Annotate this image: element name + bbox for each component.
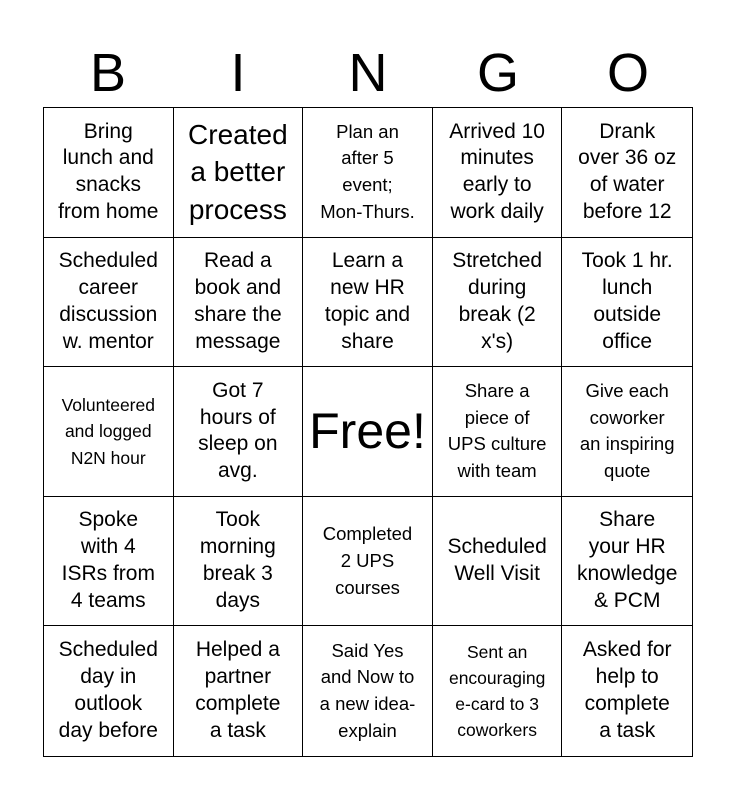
bingo-cell-r0-c1[interactable]: Created a better process: [174, 108, 304, 238]
bingo-cell-r1-c3[interactable]: Stretched during break (2 x's): [433, 238, 563, 368]
bingo-cell-r1-c0[interactable]: Scheduled career discussion w. mentor: [44, 238, 174, 368]
bingo-cell-r4-c1[interactable]: Helped a partner complete a task: [174, 626, 304, 756]
bingo-cell-r4-c0[interactable]: Scheduled day in outlook day before: [44, 626, 174, 756]
bingo-cell-r1-c1[interactable]: Read a book and share the message: [174, 238, 304, 368]
bingo-cell-r0-c4[interactable]: Drank over 36 oz of water before 12: [562, 108, 692, 238]
bingo-cell-r3-c4[interactable]: Share your HR knowledge & PCM: [562, 497, 692, 627]
bingo-header: [43, 40, 693, 106]
bingo-cell-r2-c1[interactable]: Got 7 hours of sleep on avg.: [174, 367, 304, 497]
bingo-cell-r2-c4[interactable]: Give each coworker an inspiring quote: [562, 367, 692, 497]
bingo-cell-r0-c0[interactable]: Bring lunch and snacks from home: [44, 108, 174, 238]
bingo-cell-r1-c2[interactable]: Learn a new HR topic and share: [303, 238, 433, 368]
bingo-board: [43, 107, 693, 757]
bingo-cell-r4-c2[interactable]: Said Yes and Now to a new idea- explain: [303, 626, 433, 756]
bingo-cell-r0-c3[interactable]: Arrived 10 minutes early to work daily: [433, 108, 563, 238]
bingo-cell-r3-c2[interactable]: Completed 2 UPS courses: [303, 497, 433, 627]
bingo-cell-r3-c1[interactable]: Took morning break 3 days: [174, 497, 304, 627]
bingo-cell-r2-c3[interactable]: Share a piece of UPS culture with team: [433, 367, 563, 497]
header-letter-i: I: [230, 43, 246, 103]
bingo-cell-r0-c2[interactable]: Plan an after 5 event; Mon-Thurs.: [303, 108, 433, 238]
bingo-cell-r1-c4[interactable]: Took 1 hr. lunch outside office: [562, 238, 692, 368]
bingo-cell-r4-c4[interactable]: Asked for help to complete a task: [582, 638, 672, 743]
bingo-cell-r4-c3[interactable]: Sent an encouraging e-card to 3 coworkers: [433, 626, 563, 756]
header-letter-o: O: [606, 43, 649, 103]
header-letter-b: B: [89, 43, 127, 103]
header-letter-g: G: [476, 43, 519, 103]
free-space-cell[interactable]: Free!: [303, 367, 433, 497]
bingo-cell-r2-c0[interactable]: Volunteered and logged N2N hour: [44, 367, 174, 497]
header-letter-n: N: [348, 43, 388, 103]
bingo-cell-r3-c3[interactable]: Scheduled Well Visit: [433, 497, 563, 627]
bingo-cell-r3-c0[interactable]: Spoke with 4 ISRs from 4 teams: [44, 497, 174, 627]
